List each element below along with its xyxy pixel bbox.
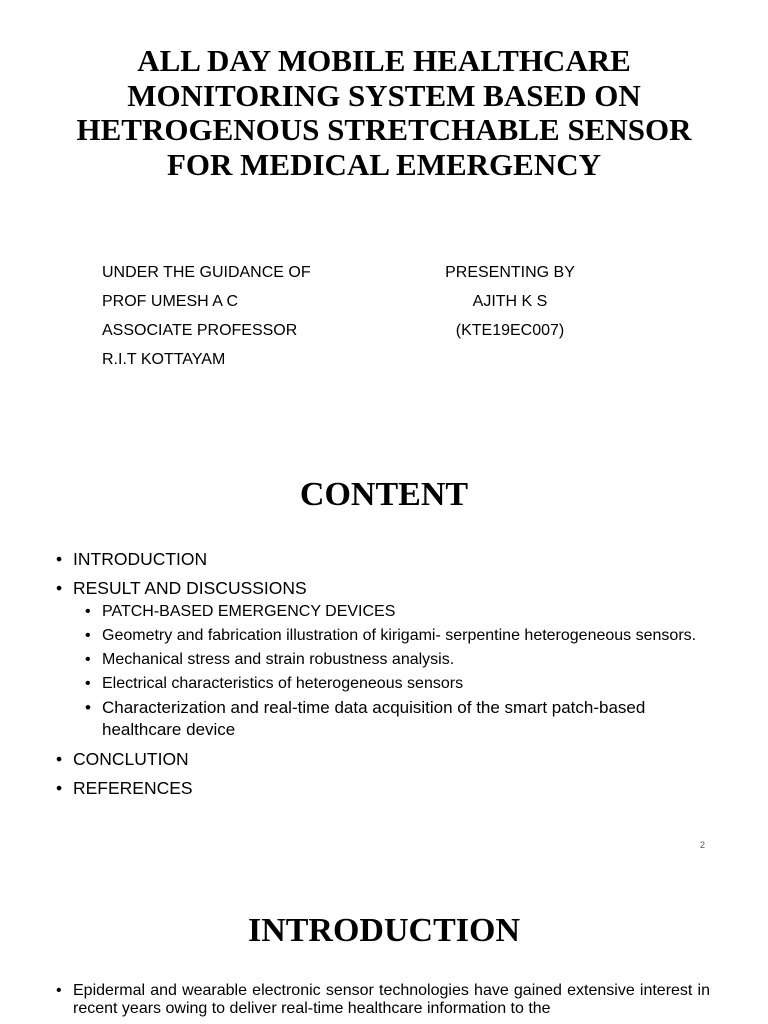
content-item	[56, 777, 716, 799]
presenter-id: (KTE19EC007)	[455, 322, 565, 339]
content-list	[56, 548, 716, 806]
guide-designation: ASSOCIATE PROFESSOR	[102, 322, 298, 339]
guide-name: PROF UMESH A C	[102, 293, 239, 310]
content-item-label: INTRODUCTION	[73, 549, 208, 569]
guidance-block	[102, 258, 311, 374]
content-subitem: • Characterization and real-time data acquisition of the smart patch-based healthcare device	[85, 697, 716, 741]
content-item-label: RESULT AND DISCUSSIONS	[73, 578, 307, 598]
content-item	[56, 577, 716, 741]
content-subitem: • Mechanical stress and strain robustness analysis.	[85, 649, 716, 670]
slide-title: CONTENT	[299, 476, 469, 513]
presenter-name: AJITH K S	[472, 293, 548, 310]
slide-title: INTRODUCTION	[247, 912, 521, 949]
presenter-block	[440, 258, 580, 345]
title-slide	[0, 0, 768, 420]
content-sublist	[85, 601, 716, 741]
content-item-label: CONCLUTION	[73, 749, 189, 769]
introduction-paragraph: • Epidermal and wearable electronic sensor technologies have gained extensive interest in recent years owing to deliver real-time healthcare information to the	[56, 982, 710, 1018]
content-item	[56, 748, 716, 770]
content-slide	[0, 432, 768, 862]
content-subitem: • Geometry and fabrication illustration of kirigami- serpentine heterogeneous sensors.	[85, 625, 716, 646]
guidance-heading: UNDER THE GUIDANCE OF	[102, 264, 311, 281]
page-number: 2	[700, 840, 706, 850]
presenter-heading: PRESENTING BY	[445, 264, 575, 281]
presentation-title: ALL DAY MOBILE HEALTHCARE MONITORING SYSTEM BASED ON HETROGENOUS STRETCHABLE SENSOR FOR MEDICAL EMERGENCY	[76, 43, 692, 182]
content-item-label: REFERENCES	[73, 778, 193, 798]
introduction-list	[56, 982, 710, 1018]
introduction-slide	[0, 868, 768, 1024]
content-subitem: • PATCH-BASED EMERGENCY DEVICES	[85, 601, 716, 622]
content-subitem: • Electrical characteristics of heterogeneous sensors	[85, 673, 716, 694]
content-item	[56, 548, 716, 570]
guide-institution: R.I.T KOTTAYAM	[102, 351, 226, 368]
